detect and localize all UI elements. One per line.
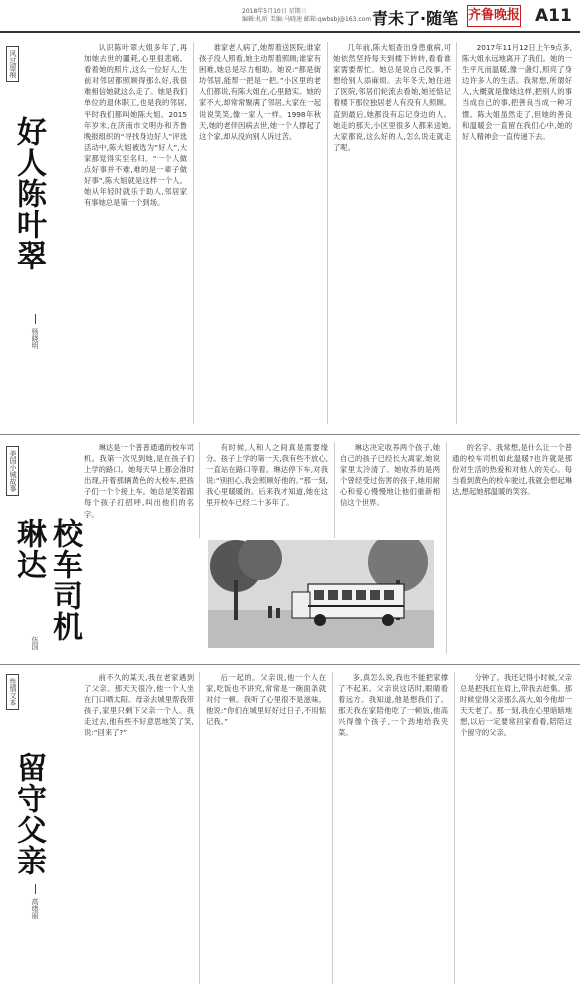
article-sidebar (6, 446, 82, 656)
column-divider (199, 672, 200, 984)
paragraph: 后一起的。父亲说,他一个人在家,吃饭也不讲究,常常是一碗面条就对付一顿。我听了心里很不是滋味。他说:“你们在城里好好过日子,不用惦记我。” (206, 673, 326, 727)
article-title: 校车司机琳达 (11, 518, 82, 642)
article-tag: 性情文本 (6, 674, 19, 710)
newspaper-logo: 齐鲁晚报 (467, 5, 521, 27)
article-column (333, 42, 451, 426)
header-meta (242, 8, 371, 24)
section-divider (0, 434, 580, 435)
school-bus-photo (208, 540, 434, 648)
author-marker (35, 884, 36, 894)
article-column (84, 42, 187, 426)
paragraph: 2017年11月12日上午9点多,陈大姐永远地离开了我们。她的一生平凡而温暖,像一盏灯,照亮了身边许多人的生活。我常想,所谓好人,大概就是像她这样,把别人的事当成自己的事,把善良当成一种习惯。陈大姐虽然走了,但她的善良和温暖会一直留在我们心中,她的好人精神会一直传递下去。 (462, 43, 572, 141)
school-bus-illustration (208, 540, 434, 648)
paragraph: 有时候,人和人之间真是需要缘分。孩子上学的第一天,我有些不放心,一直站在路口等着。琳达停下车,对我说:“别担心,我会照顾好他的。”那一刻,我心里暖暖的。后来我才知道,她在这里开校车已经二十多年了。 (206, 443, 328, 508)
article-title: 好人陈叶翠 (11, 116, 46, 271)
article-column (199, 42, 321, 426)
article-title: 留守父亲 (11, 752, 46, 876)
header-rule (0, 31, 580, 33)
section-title: 青未了·随笔 (372, 9, 459, 28)
paragraph: 几年前,陈大姐查出身患重病,可她依然坚持每天到楼下转转,看看谁家需要帮忙。她总是说自己没事,不想给别人添麻烦。去年冬天,她住进了医院,邻居们轮流去看她,她还惦记着楼下那位独居老人有没有人照顾。直到最后,她都没有忘记身边的人。她走的那天,小区里很多人都来送她,大家都说,这么好的人,怎么说走就走了呢。 (333, 43, 451, 152)
column-divider (327, 42, 328, 424)
column-divider (334, 442, 335, 538)
column-divider (199, 442, 200, 538)
paragraph: 谁家老人病了,她帮着送医院;谁家孩子没人照看,她主动帮着照顾;谁家有困难,她总是尽力相助。她说:“都是街坊邻居,能帮一把是一把。”小区里的老人们都说,有陈大姐在,心里踏实。她的家不大,却常常聚满了邻居,大家在一起说说笑笑,像一家人一样。1998年秋天,她的老伴因病去世,她一个人撑起了这个家,却从没向别人诉过苦。 (199, 43, 321, 141)
column-divider (332, 672, 333, 984)
paragraph: 的名字。我常想,是什么让一个普通的校车司机如此温暖?也许就是那份对生活的热爱和对他人的关心。每当看到黄色的校车驶过,我就会想起琳达,想起她那温暖的笑容。 (452, 443, 572, 497)
article-column (340, 442, 440, 538)
article-tag: 美国小城故事 (6, 446, 19, 496)
paragraph: 分钟了。我还记得小时候,父亲总是把我扛在肩上,带我去赶集。那时候觉得父亲那么高大,如今他却一天天老了。那一刻,我在心里暗暗地想,以后一定要常回家看看,陪陪这个留守的父亲。 (460, 673, 572, 738)
article-good-person (0, 38, 580, 430)
header-editors: 编辑:札昕 美编:马晓速 邮箱:qwbsbj@163.com (242, 16, 372, 23)
page-number: A11 (535, 6, 572, 26)
article-author: 高绪丽 (31, 898, 39, 919)
column-divider (456, 42, 457, 424)
article-author: 伍国 (31, 636, 39, 650)
article-column (338, 672, 448, 986)
article-column (206, 442, 328, 538)
section-divider (0, 664, 580, 665)
paragraph: 多,真怎么说,我也不能把家撑了不起来。父亲说这话时,眼睛看着远方。我知道,他是想我们了。那天我在家陪他吃了一顿饭,他高兴得像个孩子,一个劲地给我夹菜。 (338, 673, 448, 738)
article-author: 杨晓明 (31, 328, 39, 349)
column-divider (193, 42, 194, 424)
paragraph: 前不久的某天,我在老家遇到了父亲。那天天很冷,他一个人坐在门口晒太阳。母亲去城里帮我带孩子,家里只剩下父亲一个人。我走过去,他有些不好意思地笑了笑,说:“回来了?” (84, 673, 194, 738)
paragraph: 认识陈叶翠大姐多年了,再加她去世的噩耗,心里很悲痛。看着她的照片,这么一位好人,生前对邻居都照顾得那么好,我很难相信她就这么走了。她是我们单位的退休职工,也是我的邻居,平时我们都叫她陈大姐。2015年岁末,在济南市文明办和齐鲁晚报组织的“寻找身边好人”评选活动中,陈大姐被选为“好人”,大家都觉得实至名归。“一个人做点好事并不难,难的是一辈子做好事”,陈大姐就是这样一个人。她从年轻时就乐于助人,邻居家有事她总是第一个到场。 (84, 43, 187, 208)
article-column (462, 42, 572, 426)
article-tag: 风过留痕 (6, 46, 19, 82)
article-sidebar (6, 46, 54, 426)
column-divider (454, 672, 455, 984)
article-column (84, 442, 194, 654)
author-marker (35, 314, 36, 324)
header-date: 2018年5月10日 星期三 (242, 8, 307, 15)
article-left-behind-father (0, 668, 580, 990)
article-column (460, 672, 572, 986)
column-divider (446, 442, 447, 654)
article-sidebar (6, 674, 54, 986)
article-column (84, 672, 194, 986)
paragraph: 琳达决定收养两个孩子,她自己的孩子已经长大离家,她说家里太冷清了。她收养的是两个曾经受过伤害的孩子,她用耐心和爱心慢慢地让他们重新相信这个世界。 (340, 443, 440, 508)
paragraph: 琳达是一个普普通通的校车司机。我第一次见到她,是在孩子们上学的路口。她每天早上都会准时出现,开着那辆黄色的大校车,把孩子们一个个接上车。她总是笑着跟每个孩子打招呼,叫出他们的名字。 (84, 443, 194, 519)
article-column (206, 672, 326, 986)
article-column (452, 442, 572, 654)
